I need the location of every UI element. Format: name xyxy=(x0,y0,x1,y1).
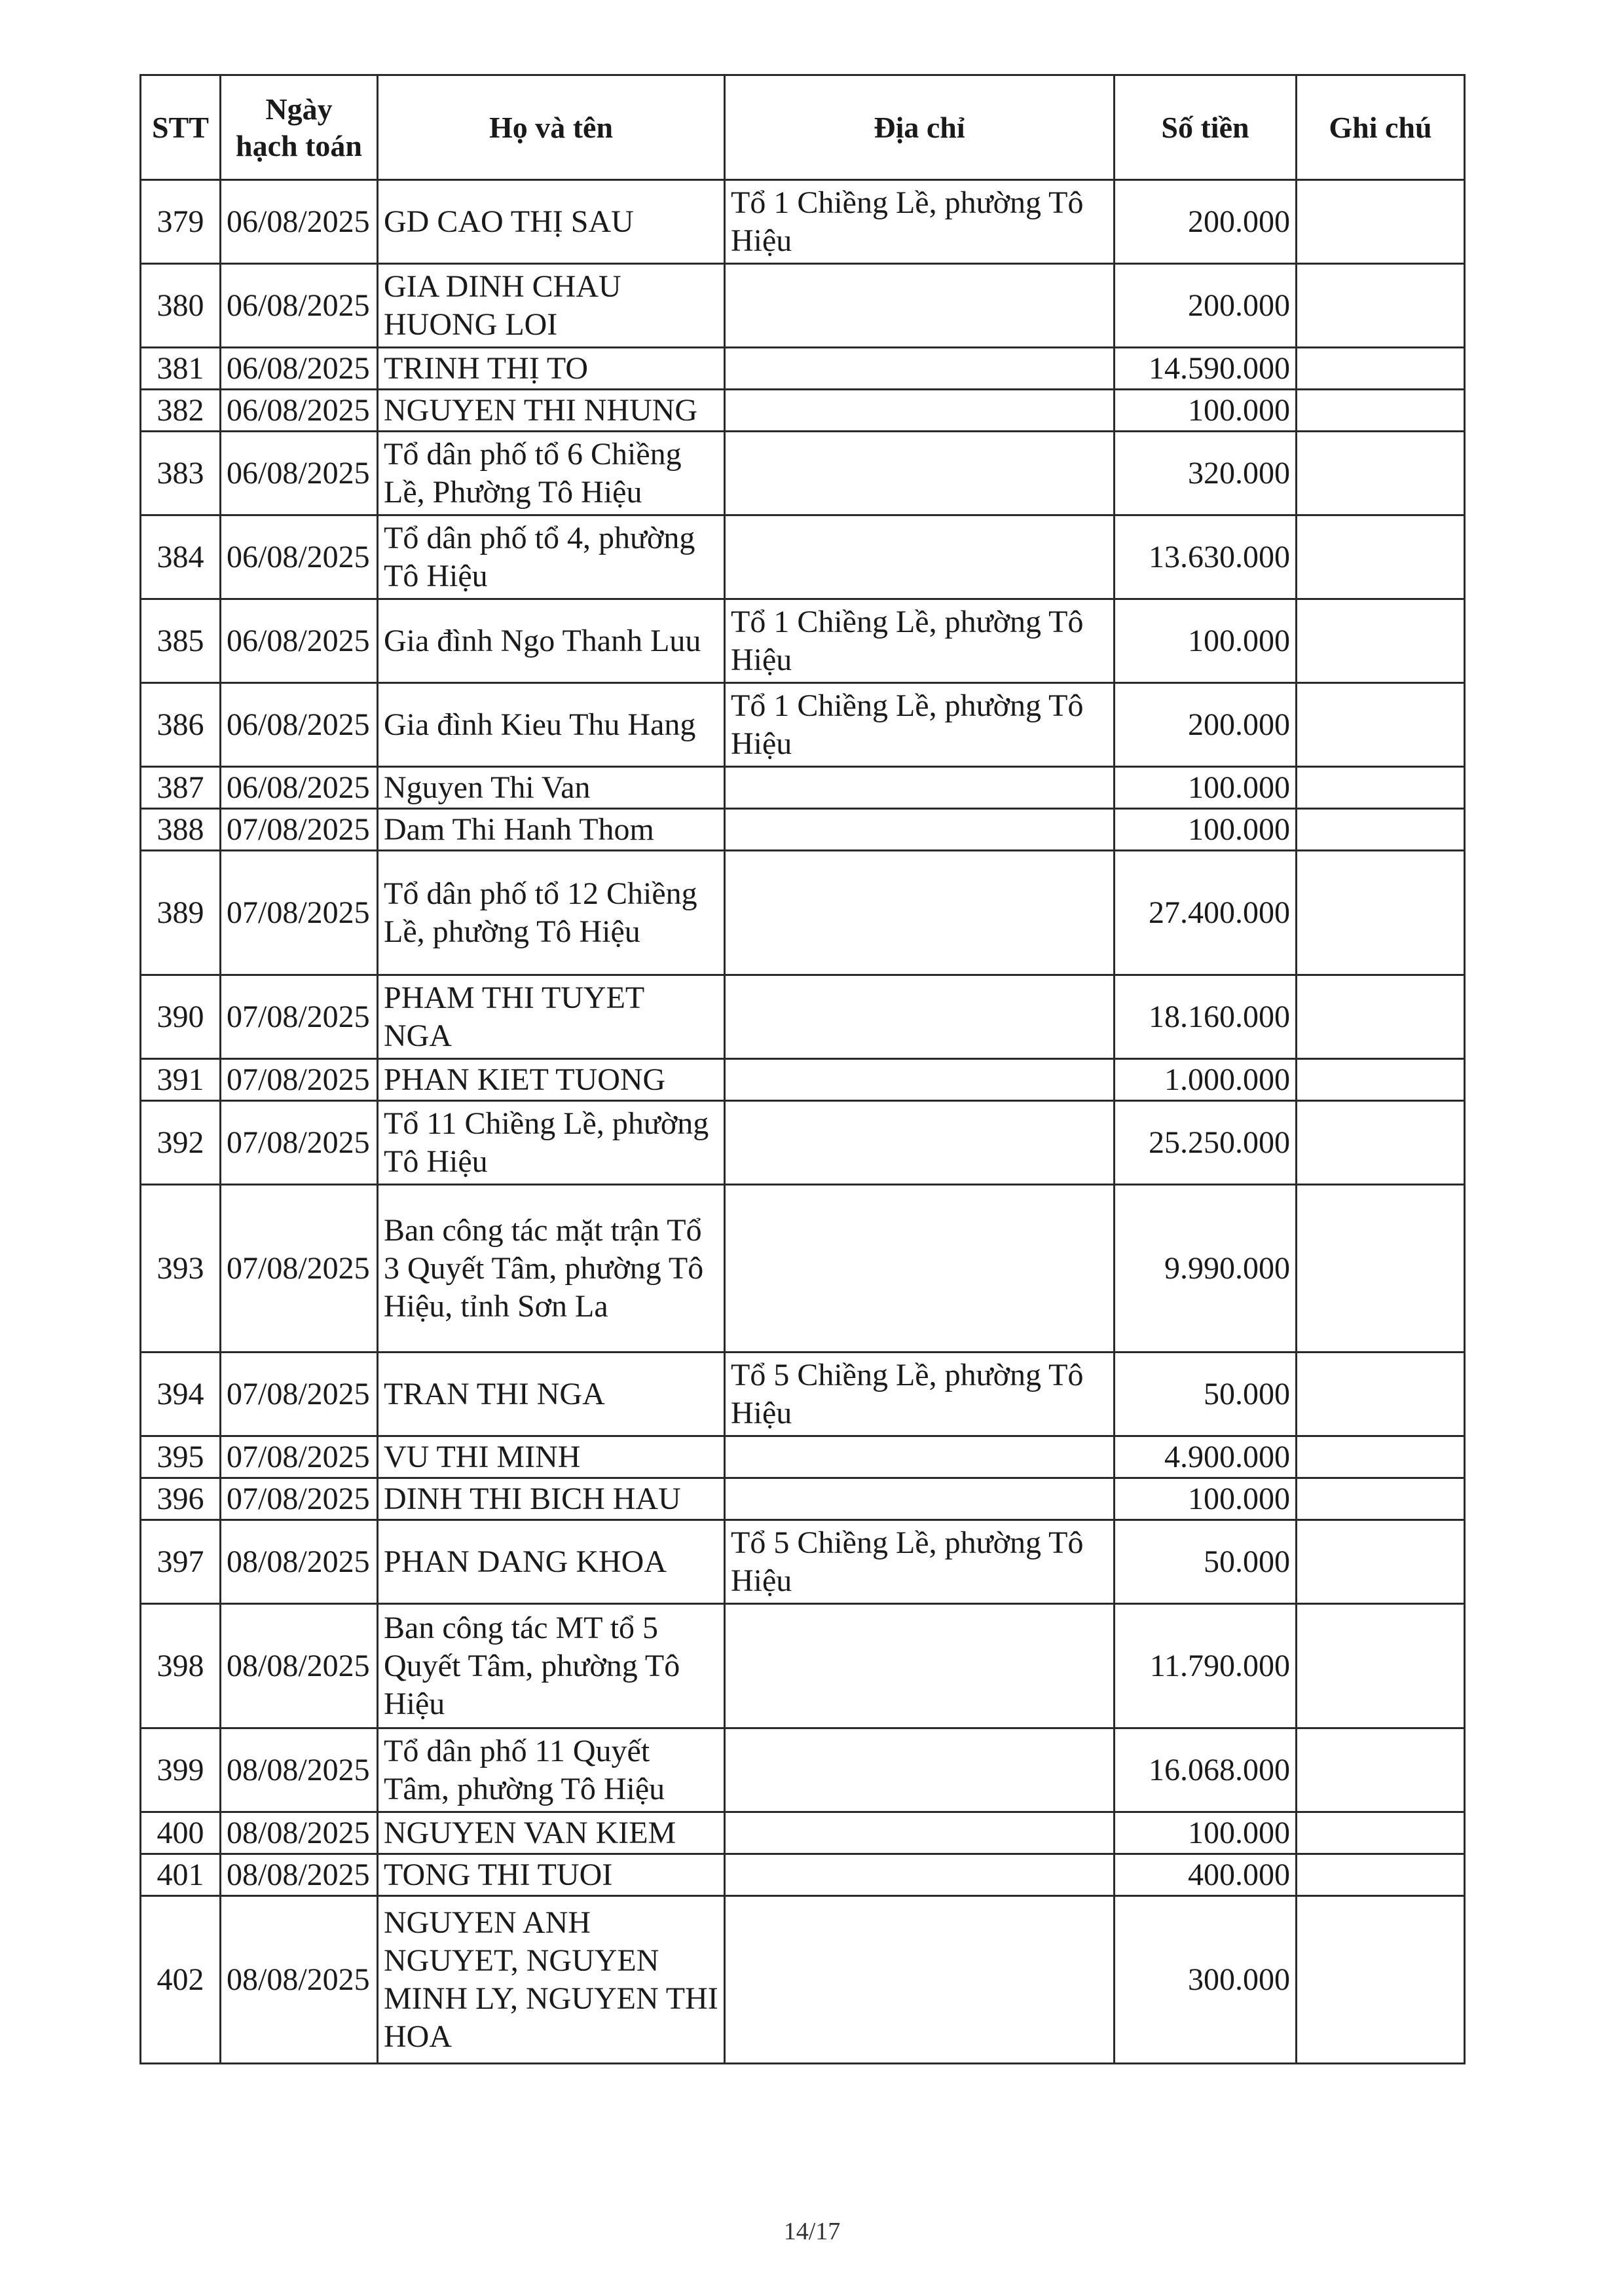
header-amount: Số tiền xyxy=(1115,75,1297,180)
header-stt: STT xyxy=(141,75,221,180)
row-name: TRINH THỊ TO xyxy=(378,348,725,390)
row-stt: 388 xyxy=(141,809,221,851)
row-name: PHAM THI TUYET NGA xyxy=(378,975,725,1059)
row-address: Tổ 1 Chiềng Lề, phường Tô Hiệu xyxy=(725,599,1115,683)
row-note xyxy=(1297,1101,1465,1185)
row-address xyxy=(725,809,1115,851)
header-address: Địa chỉ xyxy=(725,75,1115,180)
row-address xyxy=(725,1728,1115,1812)
row-name: Tổ dân phố tổ 12 Chiềng Lề, phường Tô Hiệu xyxy=(378,851,725,975)
table-row xyxy=(141,1436,1465,1478)
row-address xyxy=(725,390,1115,432)
row-amount: 1.000.000 xyxy=(1115,1059,1297,1101)
row-amount: 200.000 xyxy=(1115,180,1297,264)
row-amount: 100.000 xyxy=(1115,809,1297,851)
row-stt: 396 xyxy=(141,1478,221,1520)
row-note xyxy=(1297,180,1465,264)
table-row xyxy=(141,1185,1465,1353)
row-address xyxy=(725,432,1115,515)
row-date: 06/08/2025 xyxy=(221,683,378,767)
row-note xyxy=(1297,809,1465,851)
row-name: Tổ dân phố 11 Quyết Tâm, phường Tô Hiệu xyxy=(378,1728,725,1812)
header-date-line1: Ngày xyxy=(265,92,333,126)
table-row xyxy=(141,599,1465,683)
row-address xyxy=(725,264,1115,348)
row-date: 07/08/2025 xyxy=(221,1185,378,1353)
table-row xyxy=(141,1059,1465,1101)
row-address xyxy=(725,1101,1115,1185)
header-date-line2: hạch toán xyxy=(236,128,362,162)
row-date: 06/08/2025 xyxy=(221,390,378,432)
row-address: Tổ 5 Chiềng Lề, phường Tô Hiệu xyxy=(725,1353,1115,1436)
table-header-row xyxy=(141,75,1465,180)
row-amount: 100.000 xyxy=(1115,599,1297,683)
row-name: TONG THI TUOI xyxy=(378,1854,725,1896)
row-note xyxy=(1297,1896,1465,2064)
row-note xyxy=(1297,348,1465,390)
row-note xyxy=(1297,975,1465,1059)
row-note xyxy=(1297,1812,1465,1854)
row-address xyxy=(725,1478,1115,1520)
row-name: GD CAO THỊ SAU xyxy=(378,180,725,264)
row-stt: 398 xyxy=(141,1604,221,1728)
row-address xyxy=(725,1436,1115,1478)
row-stt: 385 xyxy=(141,599,221,683)
row-amount: 11.790.000 xyxy=(1115,1604,1297,1728)
row-address xyxy=(725,975,1115,1059)
row-date: 08/08/2025 xyxy=(221,1520,378,1604)
row-stt: 401 xyxy=(141,1854,221,1896)
row-address xyxy=(725,1812,1115,1854)
row-amount: 27.400.000 xyxy=(1115,851,1297,975)
header-note: Ghi chú xyxy=(1297,75,1465,180)
row-date: 08/08/2025 xyxy=(221,1896,378,2064)
row-note xyxy=(1297,683,1465,767)
row-note xyxy=(1297,1436,1465,1478)
row-name: DINH THI BICH HAU xyxy=(378,1478,725,1520)
row-amount: 18.160.000 xyxy=(1115,975,1297,1059)
row-note xyxy=(1297,1185,1465,1353)
row-amount: 100.000 xyxy=(1115,1478,1297,1520)
row-name: Dam Thi Hanh Thom xyxy=(378,809,725,851)
row-date: 06/08/2025 xyxy=(221,348,378,390)
row-amount: 320.000 xyxy=(1115,432,1297,515)
table-row xyxy=(141,1896,1465,2064)
row-amount: 16.068.000 xyxy=(1115,1728,1297,1812)
row-amount: 50.000 xyxy=(1115,1353,1297,1436)
table-row xyxy=(141,683,1465,767)
row-date: 07/08/2025 xyxy=(221,1478,378,1520)
row-stt: 399 xyxy=(141,1728,221,1812)
row-address xyxy=(725,1854,1115,1896)
row-name: Tổ dân phố tổ 4, phường Tô Hiệu xyxy=(378,515,725,599)
row-date: 07/08/2025 xyxy=(221,1353,378,1436)
row-address xyxy=(725,515,1115,599)
row-amount: 13.630.000 xyxy=(1115,515,1297,599)
row-name: NGUYEN ANH NGUYET, NGUYEN MINH LY, NGUYEN THI HOA xyxy=(378,1896,725,2064)
row-date: 07/08/2025 xyxy=(221,975,378,1059)
row-name: PHAN KIET TUONG xyxy=(378,1059,725,1101)
table-row xyxy=(141,1604,1465,1728)
row-note xyxy=(1297,432,1465,515)
row-stt: 379 xyxy=(141,180,221,264)
row-stt: 387 xyxy=(141,767,221,809)
row-name: Tổ 11 Chiềng Lề, phường Tô Hiệu xyxy=(378,1101,725,1185)
row-date: 06/08/2025 xyxy=(221,515,378,599)
row-amount: 4.900.000 xyxy=(1115,1436,1297,1478)
table-row xyxy=(141,264,1465,348)
row-address xyxy=(725,1059,1115,1101)
table-row xyxy=(141,767,1465,809)
row-date: 07/08/2025 xyxy=(221,851,378,975)
row-stt: 382 xyxy=(141,390,221,432)
row-date: 07/08/2025 xyxy=(221,1436,378,1478)
row-date: 06/08/2025 xyxy=(221,767,378,809)
table-row xyxy=(141,1728,1465,1812)
row-note xyxy=(1297,851,1465,975)
row-date: 06/08/2025 xyxy=(221,599,378,683)
row-date: 06/08/2025 xyxy=(221,432,378,515)
row-address xyxy=(725,851,1115,975)
table-row xyxy=(141,851,1465,975)
row-amount: 400.000 xyxy=(1115,1854,1297,1896)
row-amount: 14.590.000 xyxy=(1115,348,1297,390)
row-stt: 402 xyxy=(141,1896,221,2064)
row-amount: 50.000 xyxy=(1115,1520,1297,1604)
row-stt: 400 xyxy=(141,1812,221,1854)
table-row xyxy=(141,809,1465,851)
row-address: Tổ 1 Chiềng Lề, phường Tô Hiệu xyxy=(725,180,1115,264)
row-stt: 383 xyxy=(141,432,221,515)
table-row xyxy=(141,515,1465,599)
header-date xyxy=(221,75,378,180)
row-name: Ban công tác mặt trận Tổ 3 Quyết Tâm, phường Tô Hiệu, tỉnh Sơn La xyxy=(378,1185,725,1353)
row-stt: 397 xyxy=(141,1520,221,1604)
row-date: 06/08/2025 xyxy=(221,180,378,264)
row-amount: 100.000 xyxy=(1115,1812,1297,1854)
row-stt: 389 xyxy=(141,851,221,975)
header-name: Họ và tên xyxy=(378,75,725,180)
table-row xyxy=(141,1478,1465,1520)
row-date: 06/08/2025 xyxy=(221,264,378,348)
row-note xyxy=(1297,1353,1465,1436)
row-note xyxy=(1297,1520,1465,1604)
row-amount: 300.000 xyxy=(1115,1896,1297,2064)
row-address xyxy=(725,1604,1115,1728)
row-name: Gia đình Kieu Thu Hang xyxy=(378,683,725,767)
row-amount: 200.000 xyxy=(1115,683,1297,767)
table-row xyxy=(141,975,1465,1059)
table-row xyxy=(141,180,1465,264)
page-number: 14/17 xyxy=(783,2218,841,2245)
row-date: 08/08/2025 xyxy=(221,1854,378,1896)
row-note xyxy=(1297,1604,1465,1728)
row-stt: 380 xyxy=(141,264,221,348)
row-date: 08/08/2025 xyxy=(221,1812,378,1854)
row-note xyxy=(1297,1059,1465,1101)
row-address xyxy=(725,1896,1115,2064)
table-row xyxy=(141,1353,1465,1436)
row-note xyxy=(1297,1478,1465,1520)
row-name: PHAN DANG KHOA xyxy=(378,1520,725,1604)
row-amount: 100.000 xyxy=(1115,767,1297,809)
table-row xyxy=(141,1812,1465,1854)
table-row xyxy=(141,1520,1465,1604)
row-note xyxy=(1297,390,1465,432)
row-address: Tổ 1 Chiềng Lề, phường Tô Hiệu xyxy=(725,683,1115,767)
row-address: Tổ 5 Chiềng Lề, phường Tô Hiệu xyxy=(725,1520,1115,1604)
row-note xyxy=(1297,515,1465,599)
row-date: 07/08/2025 xyxy=(221,809,378,851)
row-amount: 9.990.000 xyxy=(1115,1185,1297,1353)
row-name: GIA DINH CHAU HUONG LOI xyxy=(378,264,725,348)
row-amount: 100.000 xyxy=(1115,390,1297,432)
row-date: 07/08/2025 xyxy=(221,1101,378,1185)
row-name: VU THI MINH xyxy=(378,1436,725,1478)
row-date: 07/08/2025 xyxy=(221,1059,378,1101)
row-name: Ban công tác MT tổ 5 Quyết Tâm, phường Tô Hiệu xyxy=(378,1604,725,1728)
row-stt: 392 xyxy=(141,1101,221,1185)
donation-ledger-table xyxy=(139,74,1466,2064)
table-body xyxy=(141,180,1465,2064)
row-note xyxy=(1297,1854,1465,1896)
row-stt: 386 xyxy=(141,683,221,767)
table-row xyxy=(141,348,1465,390)
row-name: NGUYEN VAN KIEM xyxy=(378,1812,725,1854)
row-stt: 390 xyxy=(141,975,221,1059)
row-name: Nguyen Thi Van xyxy=(378,767,725,809)
row-amount: 25.250.000 xyxy=(1115,1101,1297,1185)
row-name: TRAN THI NGA xyxy=(378,1353,725,1436)
row-stt: 381 xyxy=(141,348,221,390)
row-address xyxy=(725,1185,1115,1353)
row-note xyxy=(1297,767,1465,809)
row-stt: 394 xyxy=(141,1353,221,1436)
row-stt: 391 xyxy=(141,1059,221,1101)
row-note xyxy=(1297,1728,1465,1812)
row-name: Tổ dân phố tổ 6 Chiềng Lề, Phường Tô Hiệu xyxy=(378,432,725,515)
row-stt: 393 xyxy=(141,1185,221,1353)
row-note xyxy=(1297,599,1465,683)
row-name: Gia đình Ngo Thanh Luu xyxy=(378,599,725,683)
row-address xyxy=(725,348,1115,390)
table-row xyxy=(141,1101,1465,1185)
row-name: NGUYEN THI NHUNG xyxy=(378,390,725,432)
table-row xyxy=(141,432,1465,515)
row-note xyxy=(1297,264,1465,348)
row-address xyxy=(725,767,1115,809)
row-date: 08/08/2025 xyxy=(221,1604,378,1728)
row-amount: 200.000 xyxy=(1115,264,1297,348)
row-date: 08/08/2025 xyxy=(221,1728,378,1812)
table-row xyxy=(141,390,1465,432)
row-stt: 395 xyxy=(141,1436,221,1478)
table-row xyxy=(141,1854,1465,1896)
row-stt: 384 xyxy=(141,515,221,599)
